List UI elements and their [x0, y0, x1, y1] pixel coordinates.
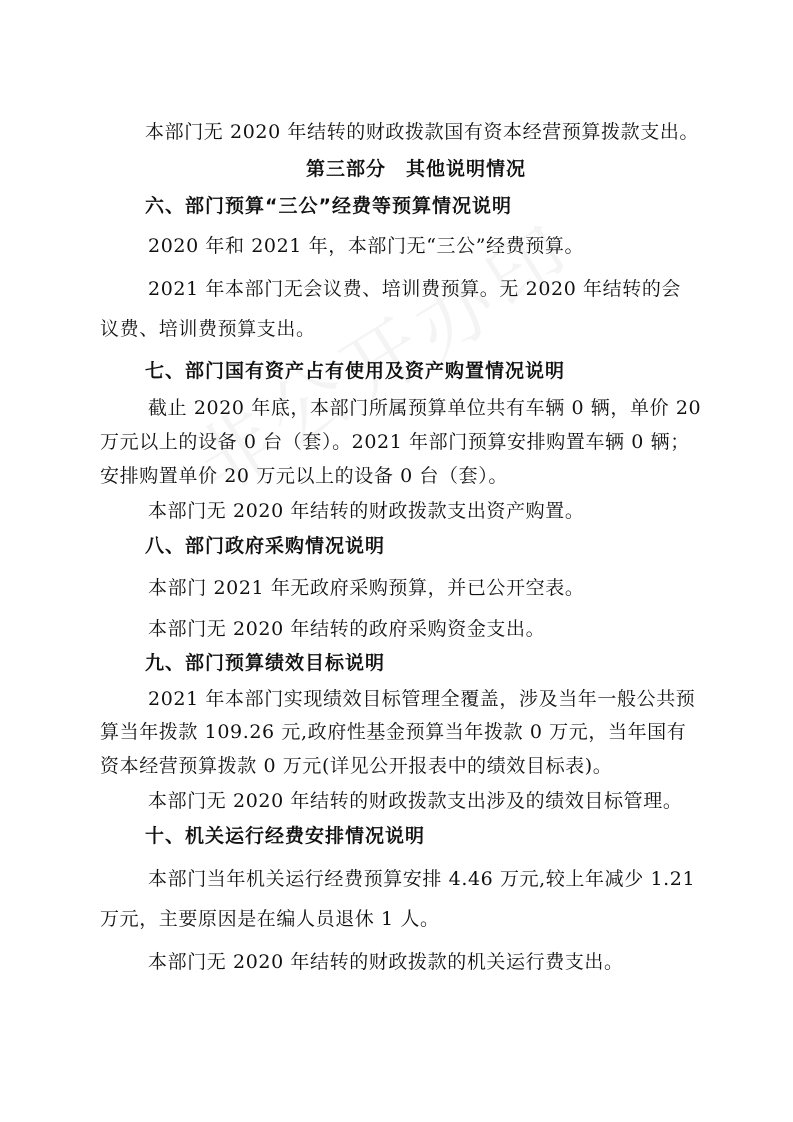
- paragraph-line: 本部门无 2020 年结转的财政拨款的机关运行费支出。: [148, 951, 624, 973]
- paragraph-line: 议费、培训费预算支出。: [100, 318, 316, 340]
- section-heading: 九、部门预算绩效目标说明: [145, 652, 386, 674]
- paragraph-line: 本部门无 2020 年结转的政府采购资金支出。: [148, 618, 546, 640]
- section-title: 第三部分 其他说明情况: [306, 158, 527, 180]
- paragraph-line: 安排购置单价 20 万元以上的设备 0 台（套）。: [100, 465, 508, 487]
- paragraph-line: 资本经营预算拨款 0 万元(详见公开报表中的绩效目标表)。: [100, 755, 613, 777]
- paragraph-line: 万元以上的设备 0 台（套）。2021 年部门预算安排购置车辆 0 辆；: [100, 431, 690, 453]
- paragraph-line: 本部门无 2020 年结转的财政拨款支出资产购置。: [148, 500, 585, 522]
- section-heading: 七、部门国有资产占有使用及资产购置情况说明: [145, 360, 566, 382]
- paragraph-line: 万元，主要原因是在编人员退休 1 人。: [100, 908, 440, 930]
- paragraph-line: 截止 2020 年底，本部门所属预算单位共有车辆 0 辆，单价 20: [148, 397, 702, 419]
- paragraph-line: 2021 年本部门无会议费、培训费预算。无 2020 年结转的会: [148, 278, 682, 300]
- paragraph-line: 本部门无 2020 年结转的财政拨款国有资本经营预算拨款支出。: [145, 121, 700, 143]
- section-heading: 六、部门预算“三公”经费等预算情况说明: [145, 195, 512, 217]
- paragraph-line: 本部门无 2020 年结转的财政拨款支出涉及的绩效目标管理。: [148, 790, 683, 812]
- paragraph-line: 2020 年和 2021 年，本部门无“三公”经费预算。: [148, 235, 585, 257]
- paragraph-line: 2021 年本部门实现绩效目标管理全覆盖，涉及当年一般公共预: [148, 688, 696, 710]
- section-heading: 十、机关运行经费安排情况说明: [145, 825, 426, 847]
- paragraph-line: 算当年拨款 109.26 元,政府性基金预算当年拨款 0 万元，当年国有: [100, 721, 687, 743]
- section-heading: 八、部门政府采购情况说明: [145, 535, 386, 557]
- paragraph-line: 本部门当年机关运行经费预算安排 4.46 万元,较上年减少 1.21: [148, 868, 696, 890]
- paragraph-line: 本部门 2021 年无政府采购预算，并已公开空表。: [148, 577, 585, 599]
